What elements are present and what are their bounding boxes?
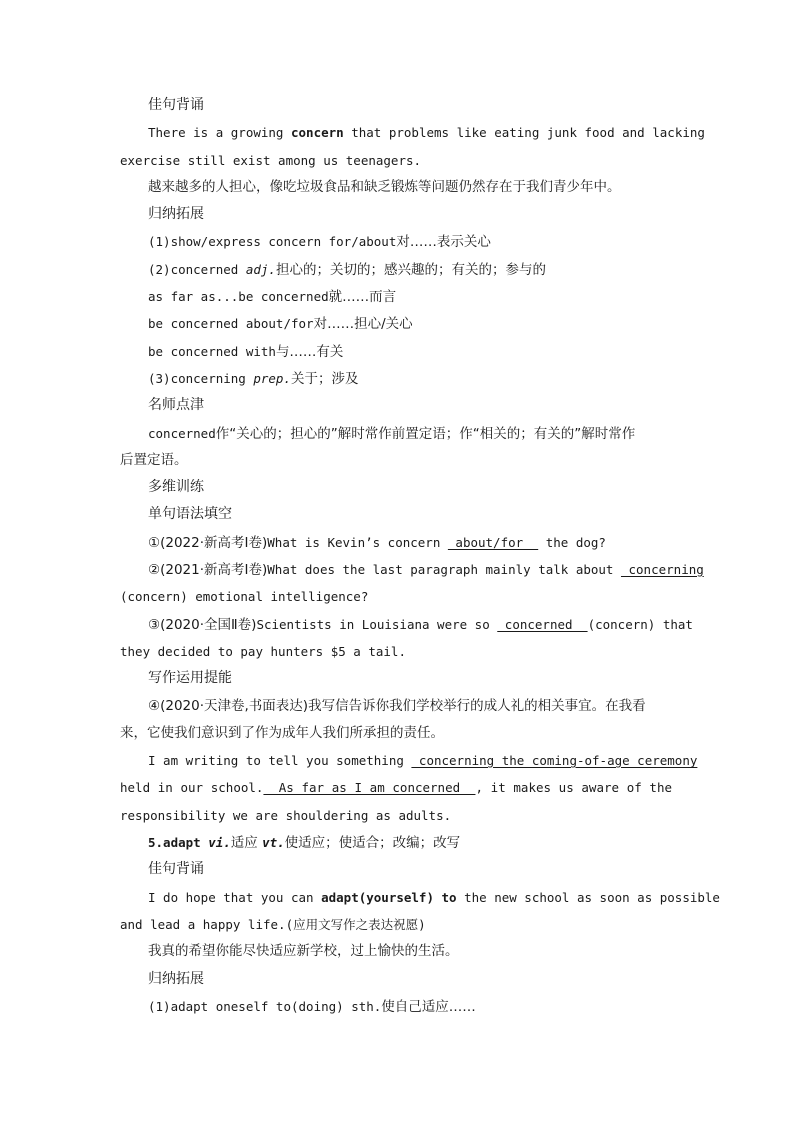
answer-blank: concerning [620,562,704,578]
sub-heading: 单句语法填空 [148,506,232,523]
exercise-item: ③(2020·全国Ⅱ卷)Scientists in Louisiana were so concerned (concern) that [148,616,693,633]
section-heading: 归纳拓展 [148,970,204,987]
answer-blank: concerning the coming-of-age ceremony [411,753,698,769]
translation: 我真的希望你能尽快适应新学校，过上愉快的生活。 [148,943,459,960]
section-heading: 写作运用提能 [148,670,232,687]
list-item: be concerned about/for对……担心/关心 [148,316,413,333]
list-item: (3)concerning prep.关于；涉及 [148,370,359,387]
writing-answer: held in our school. As far as I am concerned , it makes us aware of the [120,780,673,796]
exercise-item-cont: they decided to pay hunters $5 a tail. [120,643,406,659]
section-heading: 名师点津 [148,397,204,414]
example-sentence-cont: exercise still exist among us teenagers. [120,152,422,168]
list-item: as far as...be concerned就……而言 [148,289,397,306]
exercise-item-cont: (concern) emotional intelligence? [120,589,369,605]
section-heading: 佳句背诵 [148,97,204,113]
writing-answer-cont: responsibility we are shouldering as adults. [120,807,452,823]
section-heading: 佳句背诵 [148,861,204,878]
example-sentence: I do hope that you can adapt(yourself) to the new school as soon as possible [148,889,720,905]
keyword: adapt(yourself) to [321,889,457,905]
list-item: be concerned with与……有关 [148,343,344,360]
exercise-item: ②(2021·新高考Ⅰ卷)What does the last paragraph mainly talk about concerning [148,562,704,579]
list-item: (1)show/express concern for/about对……表示关心 [148,234,491,251]
entry-word: 5.adapt [148,835,209,851]
answer-blank: about/for [447,534,539,550]
writing-prompt: ④(2020·天津卷,书面表达)我写信告诉你我们学校举行的成人礼的相关事宜。在我看 [148,697,646,714]
example-sentence: There is a growing concern that problems like eating junk food and lacking [148,125,705,141]
note-line: concerned作“关心的；担心的”解时常作前置定语；作“相关的；有关的”解时常作 [148,425,636,442]
list-item: (2)concerned adj.担心的；关切的；感兴趣的；有关的；参与的 [148,261,546,278]
answer-blank: concerned [497,616,588,632]
section-heading: 多维训练 [148,479,204,496]
translation: 越来越多的人担心，像吃垃圾食品和缺乏锻炼等问题仍然存在于我们青少年中。 [148,178,621,195]
exercise-item: ①(2022·新高考Ⅰ卷)What is Kevin’s concern about/for the dog? [148,534,606,551]
answer-blank: As far as I am concerned [263,780,476,796]
list-item: (1)adapt oneself to(doing) sth.使自己适应…… [148,998,476,1015]
section-heading: 归纳拓展 [148,206,204,223]
keyword: concern [291,125,344,141]
writing-answer: I am writing to tell you something concerning the coming-of-age ceremony [148,753,698,769]
example-sentence-cont: and lead a happy life.(应用文写作之表达祝愿) [120,916,426,932]
word-entry: 5.adapt vi.适应 vt.使适应；使适合；改编；改写 [148,835,461,852]
writing-prompt-cont: 来，它使我们意识到了作为成年人我们所承担的责任。 [120,724,444,741]
note-line-cont: 后置定语。 [120,451,188,468]
